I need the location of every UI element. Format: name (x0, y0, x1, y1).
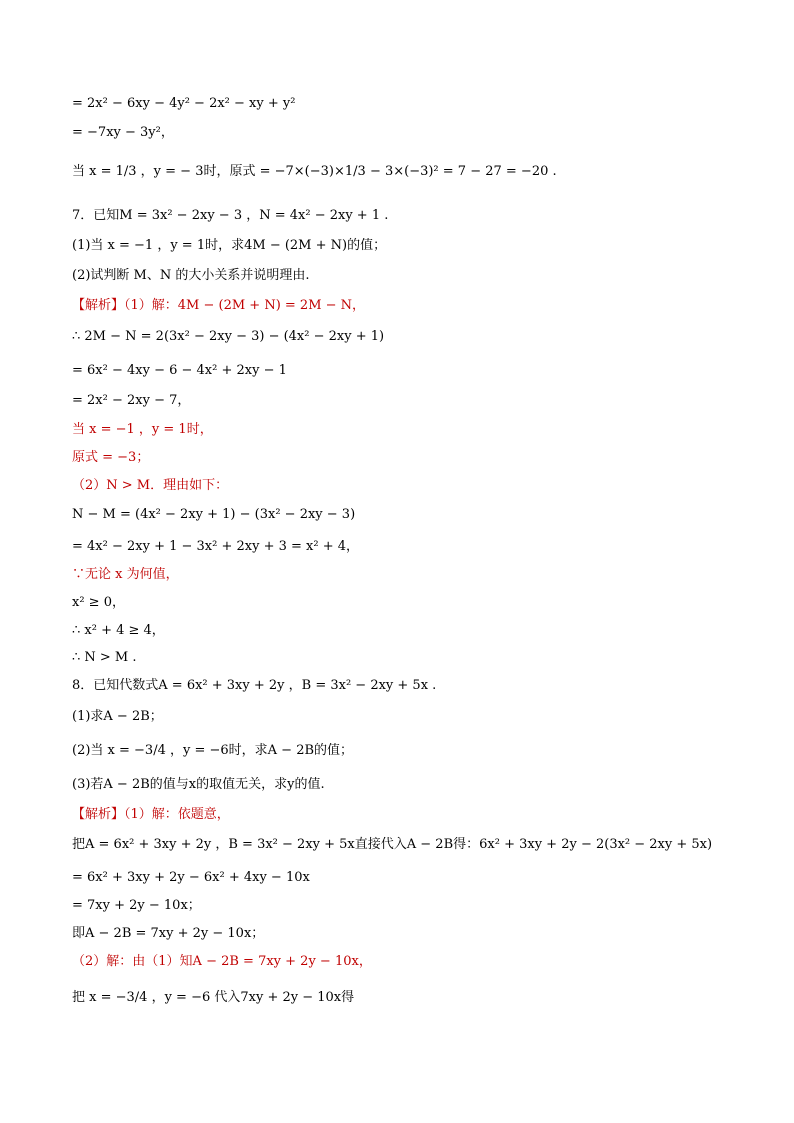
text-line: (2)当 x = −3/4 ，y = −6时，求A − 2B的值； (72, 743, 354, 758)
text-line: = 6x² − 4xy − 6 − 4x² + 2xy − 1 (72, 363, 287, 378)
text-line: = 2x² − 6xy − 4y² − 2x² − xy + y² (72, 96, 296, 111)
text-line: = −7xy − 3y²， (72, 125, 174, 140)
text-line: 8．已知代数式A = 6x² + 3xy + 2y ，B = 3x² − 2xy + 5x . (72, 678, 437, 693)
text-line: ∴ 2M − N = 2(3x² − 2xy − 3) − (4x² − 2xy + 1) (72, 329, 385, 344)
text-line: 把A = 6x² + 3xy + 2y ，B = 3x² − 2xy + 5x直接代入A − 2B得：6x² + 3xy + 2y − 2(3x² − 2xy + 5x) (72, 837, 713, 852)
text-line: (2)试判断 M、N 的大小关系并说明理由. (72, 268, 310, 283)
text-line: = 6x² + 3xy + 2y − 6x² + 4xy − 10x (72, 870, 310, 885)
text-line: 【解析】（1）解：4M − (2M + N) = 2M − N， (72, 298, 366, 313)
text-line: （2）N > M．理由如下： (72, 478, 229, 493)
text-line: （2）解：由（1）知A − 2B = 7xy + 2y − 10x， (72, 954, 372, 969)
text-line: (3)若A − 2B的值与x的取值无关，求y的值. (72, 777, 325, 792)
text-line: ∵无论 x 为何值， (72, 567, 179, 582)
text-line: = 4x² − 2xy + 1 − 3x² + 2xy + 3 = x² + 4， (72, 539, 360, 554)
text-line: 【解析】（1）解：依题意， (72, 807, 230, 822)
text-line: = 7xy + 2y − 10x； (72, 898, 201, 913)
text-line: (1)求A − 2B； (72, 709, 163, 724)
text-line: ∴ N > M . (72, 650, 137, 665)
text-line: (1)当 x = −1 ，y = 1时，求4M − (2M + N)的值； (72, 238, 387, 253)
text-line: N − M = (4x² − 2xy + 1) − (3x² − 2xy − 3) (72, 507, 356, 522)
text-line: 7．已知M = 3x² − 2xy − 3 ，N = 4x² − 2xy + 1 . (72, 208, 389, 223)
text-line: 当 x = −1 ，y = 1时， (72, 422, 213, 437)
text-line: 把 x = −3/4 ，y = −6 代入7xy + 2y − 10x得 (72, 990, 355, 1005)
text-line: 即A − 2B = 7xy + 2y − 10x； (72, 926, 265, 941)
text-line: ∴ x² + 4 ≥ 4， (72, 623, 165, 638)
text-line: 当 x = 1/3 ，y = − 3时，原式 = −7×(−3)×1/3 − 3×(−3)² = 7 − 27 = −20 . (72, 164, 557, 179)
text-line: = 2x² − 2xy − 7， (72, 393, 191, 408)
text-line: 原式 = −3； (72, 450, 150, 465)
text-line: x² ≥ 0， (72, 595, 125, 610)
